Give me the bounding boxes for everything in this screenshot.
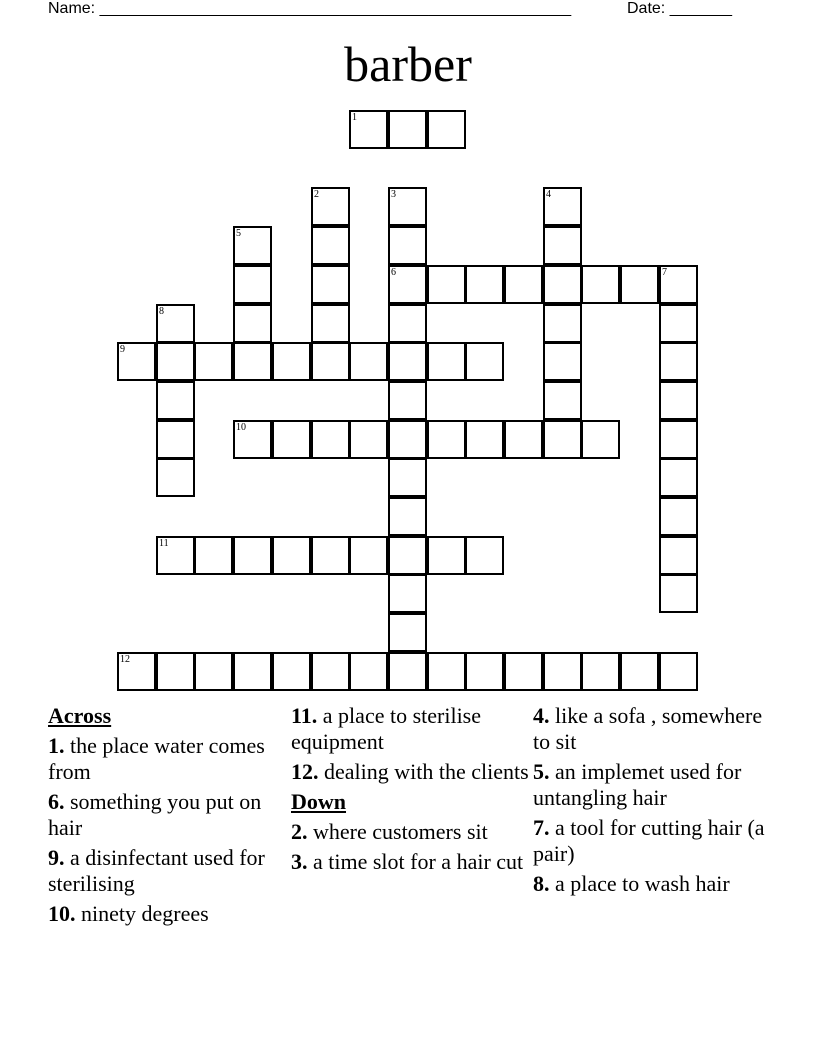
grid-cell[interactable] bbox=[659, 497, 698, 536]
grid-cell[interactable] bbox=[388, 613, 427, 652]
cell-number: 3 bbox=[391, 189, 396, 200]
grid-cell[interactable] bbox=[388, 304, 427, 343]
clue-text: a time slot for a hair cut bbox=[313, 849, 524, 874]
grid-cell[interactable] bbox=[311, 187, 350, 226]
clue-across-9 bbox=[48, 845, 288, 897]
clue-text: a disinfectant used for sterilising bbox=[48, 845, 265, 896]
clue-across-12 bbox=[291, 759, 531, 785]
grid-cell[interactable] bbox=[388, 497, 427, 536]
grid-cell[interactable] bbox=[388, 458, 427, 497]
grid-cell[interactable] bbox=[465, 265, 504, 304]
cell-number: 10 bbox=[236, 422, 246, 433]
clue-text: where customers sit bbox=[313, 819, 488, 844]
grid-cell[interactable] bbox=[543, 304, 582, 343]
grid-cell[interactable] bbox=[388, 420, 427, 459]
clue-text: an implemet used for untangling hair bbox=[533, 759, 742, 810]
grid-cell[interactable] bbox=[156, 458, 195, 497]
cell-number: 1 bbox=[352, 112, 357, 123]
clue-text: the place water comes from bbox=[48, 733, 265, 784]
grid-cell[interactable] bbox=[156, 342, 195, 381]
grid-cell[interactable] bbox=[349, 420, 388, 459]
cell-number: 5 bbox=[236, 228, 241, 239]
grid-cell[interactable] bbox=[543, 342, 582, 381]
clue-text: a place to sterilise equipment bbox=[291, 703, 482, 754]
grid-cell[interactable] bbox=[581, 265, 620, 304]
grid-cell[interactable] bbox=[620, 652, 659, 691]
clue-down-3 bbox=[291, 849, 531, 875]
grid-cell[interactable] bbox=[233, 420, 272, 459]
grid-cell[interactable] bbox=[388, 381, 427, 420]
clue-text: like a sofa , somewhere to sit bbox=[533, 703, 763, 754]
grid-cell[interactable] bbox=[233, 652, 272, 691]
grid-cell[interactable] bbox=[388, 652, 427, 691]
puzzle-title: barber bbox=[344, 36, 472, 92]
grid-cell[interactable] bbox=[233, 226, 272, 265]
grid-cell[interactable] bbox=[194, 342, 233, 381]
cell-number: 12 bbox=[120, 654, 130, 665]
grid-cell[interactable] bbox=[427, 110, 466, 149]
grid-cell[interactable] bbox=[388, 265, 427, 304]
grid-cell[interactable] bbox=[427, 536, 466, 575]
clue-down-2 bbox=[291, 819, 531, 845]
clue-number: 9. bbox=[48, 845, 65, 870]
cell-number: 9 bbox=[120, 344, 125, 355]
grid-cell[interactable] bbox=[465, 536, 504, 575]
grid-cell[interactable] bbox=[427, 265, 466, 304]
date-field-label: Date: _______ bbox=[627, 0, 732, 17]
grid-cell[interactable] bbox=[543, 381, 582, 420]
grid-cell[interactable] bbox=[156, 381, 195, 420]
grid-cell[interactable] bbox=[194, 536, 233, 575]
grid-cell[interactable] bbox=[581, 420, 620, 459]
grid-cell[interactable] bbox=[465, 420, 504, 459]
grid-cell[interactable] bbox=[504, 265, 543, 304]
clue-down-7 bbox=[533, 815, 773, 867]
grid-cell[interactable] bbox=[233, 342, 272, 381]
clue-across-1 bbox=[48, 733, 288, 785]
clues-column-3 bbox=[533, 703, 773, 901]
grid-cell[interactable] bbox=[272, 536, 311, 575]
grid-cell[interactable] bbox=[659, 420, 698, 459]
clue-number: 1. bbox=[48, 733, 65, 758]
clue-down-5 bbox=[533, 759, 773, 811]
clue-text: something you put on hair bbox=[48, 789, 262, 840]
grid-cell[interactable] bbox=[543, 187, 582, 226]
grid-cell[interactable] bbox=[659, 458, 698, 497]
grid-cell[interactable] bbox=[427, 652, 466, 691]
clue-text: a tool for cutting hair (a pair) bbox=[533, 815, 765, 866]
grid-cell[interactable] bbox=[272, 342, 311, 381]
grid-cell[interactable] bbox=[659, 381, 698, 420]
clue-across-6 bbox=[48, 789, 288, 841]
grid-cell[interactable] bbox=[272, 652, 311, 691]
grid-cell[interactable] bbox=[427, 342, 466, 381]
clue-number: 10. bbox=[48, 901, 76, 926]
grid-cell[interactable] bbox=[388, 342, 427, 381]
grid-cell[interactable] bbox=[388, 110, 427, 149]
cell-number: 11 bbox=[159, 538, 169, 549]
clue-number: 8. bbox=[533, 871, 550, 896]
grid-cell[interactable] bbox=[543, 420, 582, 459]
grid-cell[interactable] bbox=[311, 536, 350, 575]
grid-cell[interactable] bbox=[659, 652, 698, 691]
grid-cell[interactable] bbox=[233, 265, 272, 304]
grid-cell[interactable] bbox=[465, 342, 504, 381]
clue-number: 2. bbox=[291, 819, 308, 844]
grid-cell[interactable] bbox=[311, 342, 350, 381]
cell-number: 6 bbox=[391, 267, 396, 278]
grid-cell[interactable] bbox=[504, 420, 543, 459]
cell-number: 2 bbox=[314, 189, 319, 200]
grid-cell[interactable] bbox=[659, 536, 698, 575]
grid-cell[interactable] bbox=[117, 342, 156, 381]
grid-cell[interactable] bbox=[427, 420, 466, 459]
grid-cell[interactable] bbox=[659, 574, 698, 613]
clue-across-10 bbox=[48, 901, 288, 927]
clue-number: 6. bbox=[48, 789, 65, 814]
grid-cell[interactable] bbox=[388, 574, 427, 613]
grid-cell[interactable] bbox=[311, 265, 350, 304]
clues-column-2 bbox=[291, 703, 531, 879]
grid-cell[interactable] bbox=[504, 652, 543, 691]
cell-number: 8 bbox=[159, 306, 164, 317]
grid-cell[interactable] bbox=[311, 652, 350, 691]
grid-cell[interactable] bbox=[156, 536, 195, 575]
grid-cell[interactable] bbox=[543, 265, 582, 304]
clue-down-4 bbox=[533, 703, 773, 755]
grid-cell[interactable] bbox=[388, 187, 427, 226]
clue-across-11 bbox=[291, 703, 531, 755]
clues-column-1 bbox=[48, 703, 288, 931]
clue-text: a place to wash hair bbox=[555, 871, 730, 896]
clue-down-8 bbox=[533, 871, 773, 897]
grid-cell[interactable] bbox=[349, 110, 388, 149]
grid-cell[interactable] bbox=[272, 420, 311, 459]
down-heading: Down bbox=[291, 789, 347, 814]
clue-number: 5. bbox=[533, 759, 550, 784]
grid-cell[interactable] bbox=[388, 226, 427, 265]
name-field-label: Name: _____________________________________________________ bbox=[48, 0, 572, 17]
grid-cell[interactable] bbox=[388, 536, 427, 575]
grid-cell[interactable] bbox=[311, 226, 350, 265]
grid-cell[interactable] bbox=[659, 265, 698, 304]
cell-number: 4 bbox=[546, 189, 551, 200]
grid-cell[interactable] bbox=[349, 342, 388, 381]
grid-cell[interactable] bbox=[117, 652, 156, 691]
grid-cell[interactable] bbox=[659, 342, 698, 381]
grid-cell[interactable] bbox=[465, 652, 504, 691]
grid-cell[interactable] bbox=[233, 304, 272, 343]
clue-number: 11. bbox=[291, 703, 318, 728]
cell-number: 7 bbox=[662, 267, 667, 278]
grid-cell[interactable] bbox=[349, 652, 388, 691]
clue-text: ninety degrees bbox=[81, 901, 209, 926]
grid-cell[interactable] bbox=[543, 226, 582, 265]
clue-number: 4. bbox=[533, 703, 550, 728]
grid-cell[interactable] bbox=[311, 304, 350, 343]
grid-cell[interactable] bbox=[543, 652, 582, 691]
grid-cell[interactable] bbox=[156, 304, 195, 343]
clue-number: 3. bbox=[291, 849, 308, 874]
grid-cell[interactable] bbox=[620, 265, 659, 304]
across-heading: Across bbox=[48, 703, 112, 728]
grid-cell[interactable] bbox=[156, 420, 195, 459]
grid-cell[interactable] bbox=[349, 536, 388, 575]
grid-cell[interactable] bbox=[311, 420, 350, 459]
clue-number: 12. bbox=[291, 759, 319, 784]
clue-number: 7. bbox=[533, 815, 550, 840]
grid-cell[interactable] bbox=[156, 652, 195, 691]
grid-cell[interactable] bbox=[194, 652, 233, 691]
grid-cell[interactable] bbox=[581, 652, 620, 691]
grid-cell[interactable] bbox=[233, 536, 272, 575]
grid-cell[interactable] bbox=[659, 304, 698, 343]
clue-text: dealing with the clients bbox=[324, 759, 529, 784]
